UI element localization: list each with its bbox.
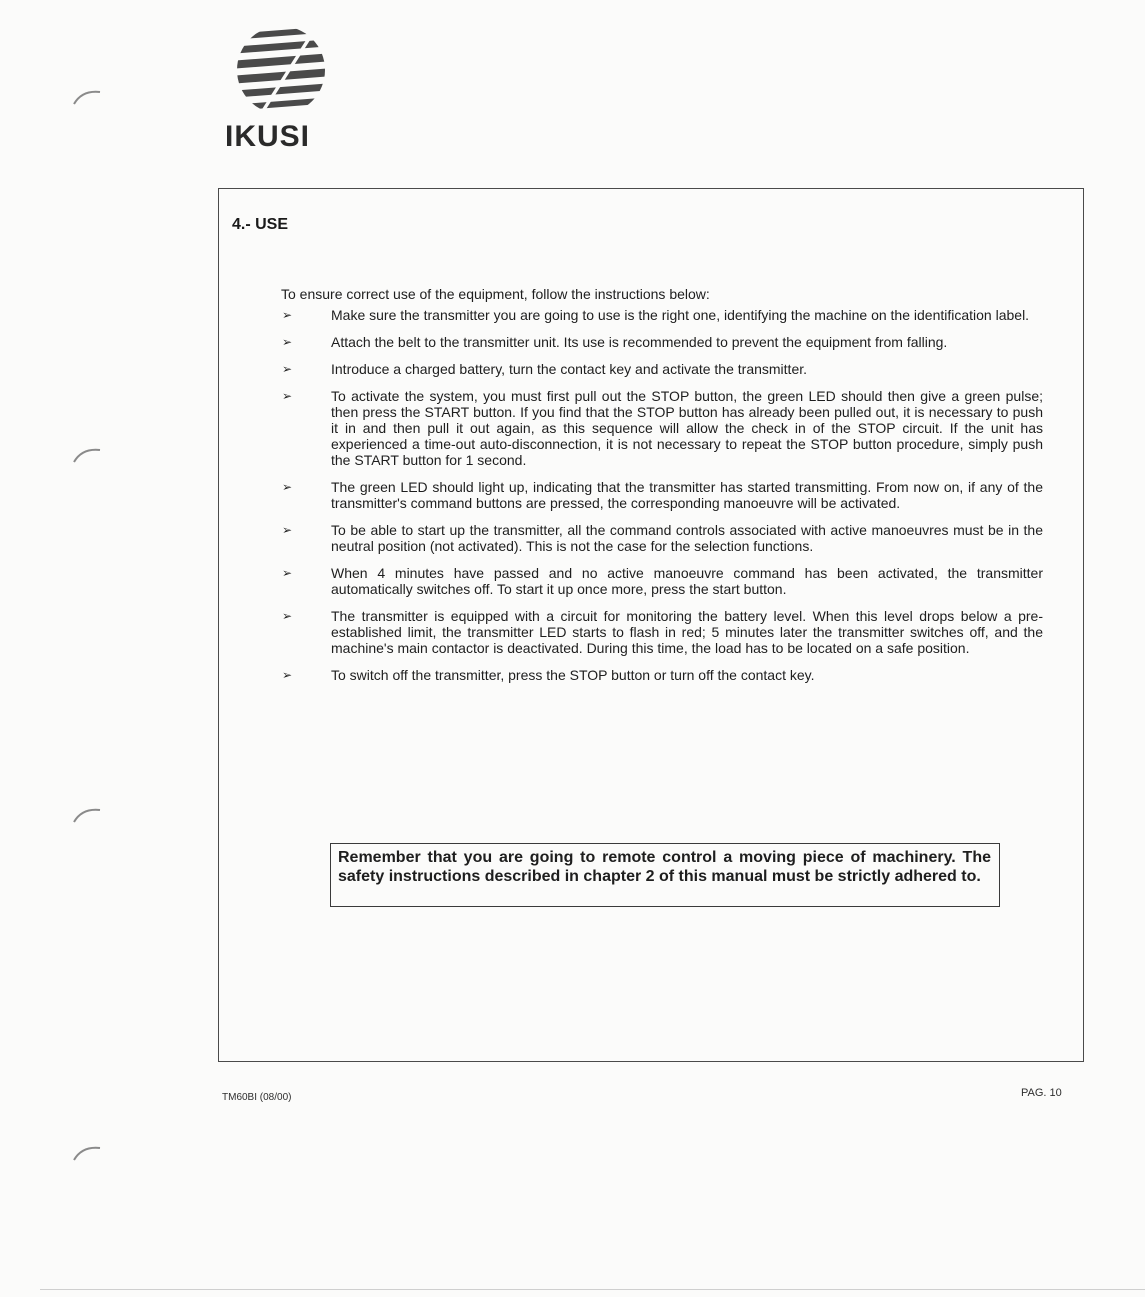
list-item-text: When 4 minutes have passed and no active manoeuvre command has been activated, the transmitter automatically switches off. To start it up once more, press the start button. xyxy=(331,565,1043,597)
punch-hole-mark xyxy=(72,86,102,106)
list-item xyxy=(281,307,1043,323)
list-item xyxy=(281,479,1043,511)
list-item-text: Make sure the transmitter you are going to use is the right one, identifying the machine on the identification label. xyxy=(331,307,1030,323)
list-item xyxy=(281,334,1043,350)
arrow-bullet-icon: ➢ xyxy=(282,523,293,537)
arrow-bullet-icon: ➢ xyxy=(282,362,293,376)
arrow-bullet-icon: ➢ xyxy=(282,609,293,623)
punch-hole-mark xyxy=(72,1142,102,1162)
list-item-text: To switch off the transmitter, press the STOP button or turn off the contact key. xyxy=(331,667,815,683)
arrow-bullet-icon: ➢ xyxy=(282,308,293,322)
company-logo xyxy=(225,26,340,153)
list-item xyxy=(281,608,1043,656)
arrow-bullet-icon: ➢ xyxy=(282,668,293,682)
arrow-bullet-icon: ➢ xyxy=(282,389,293,403)
section-title: 4.- USE xyxy=(232,216,289,233)
list-item xyxy=(281,565,1043,597)
list-item-text: The transmitter is equipped with a circuit for monitoring the battery level. When this level drops below a pre-established limit, the transmitter LED starts to flash in red; 5 minutes later the transmitter switches off, and the machine's main contactor is deactivated. During this time, the load has to be located on a safe position. xyxy=(331,608,1043,656)
logo-brand-text: IKUSI xyxy=(225,120,311,153)
list-item-text: Attach the belt to the transmitter unit. Its use is recommended to prevent the equipment from falling. xyxy=(331,334,948,350)
instruction-list xyxy=(281,307,1043,694)
ikusi-stripe-logo-icon xyxy=(229,26,333,114)
page-number: PAG. 10 xyxy=(1021,1087,1062,1099)
punch-hole-mark xyxy=(72,804,102,824)
arrow-bullet-icon: ➢ xyxy=(282,566,293,580)
punch-hole-mark xyxy=(72,444,102,464)
list-item xyxy=(281,522,1043,554)
list-item-text: The green LED should light up, indicating that the transmitter has started transmitting. From now on, if any of the transmitter's command buttons are pressed, the corresponding manoeuvre will be activated. xyxy=(331,479,1043,511)
list-item xyxy=(281,388,1043,468)
list-item xyxy=(281,667,1043,683)
list-item-text: To be able to start up the transmitter, all the command controls associated with active manoeuvres must be in the neutral position (not activated). This is not the case for the selection functions. xyxy=(331,522,1043,554)
list-item xyxy=(281,361,1043,377)
document-code: TM60BI (08/00) xyxy=(222,1092,292,1103)
list-item-text: Introduce a charged battery, turn the contact key and activate the transmitter. xyxy=(331,361,808,377)
arrow-bullet-icon: ➢ xyxy=(282,335,293,349)
safety-warning-box: Remember that you are going to remote control a moving piece of machinery. The safety instructions described in chapter 2 of this manual must be strictly adhered to. xyxy=(330,843,1000,907)
arrow-bullet-icon: ➢ xyxy=(282,480,293,494)
list-item-text: To activate the system, you must first pull out the STOP button, the green LED should then give a green pulse; then press the START button. If you find that the STOP button has already been pulled out, it is necessary to push it in and then pull it out again, as this sequence will allow the check in of the STOP circuit. If the unit has experienced a time-out auto-disconnection, it is not necessary to repeat the STOP button procedure, simply push the START button for 1 second. xyxy=(331,388,1043,468)
intro-paragraph: To ensure correct use of the equipment, follow the instructions below: xyxy=(281,286,710,302)
scan-edge-line xyxy=(40,1289,1145,1290)
